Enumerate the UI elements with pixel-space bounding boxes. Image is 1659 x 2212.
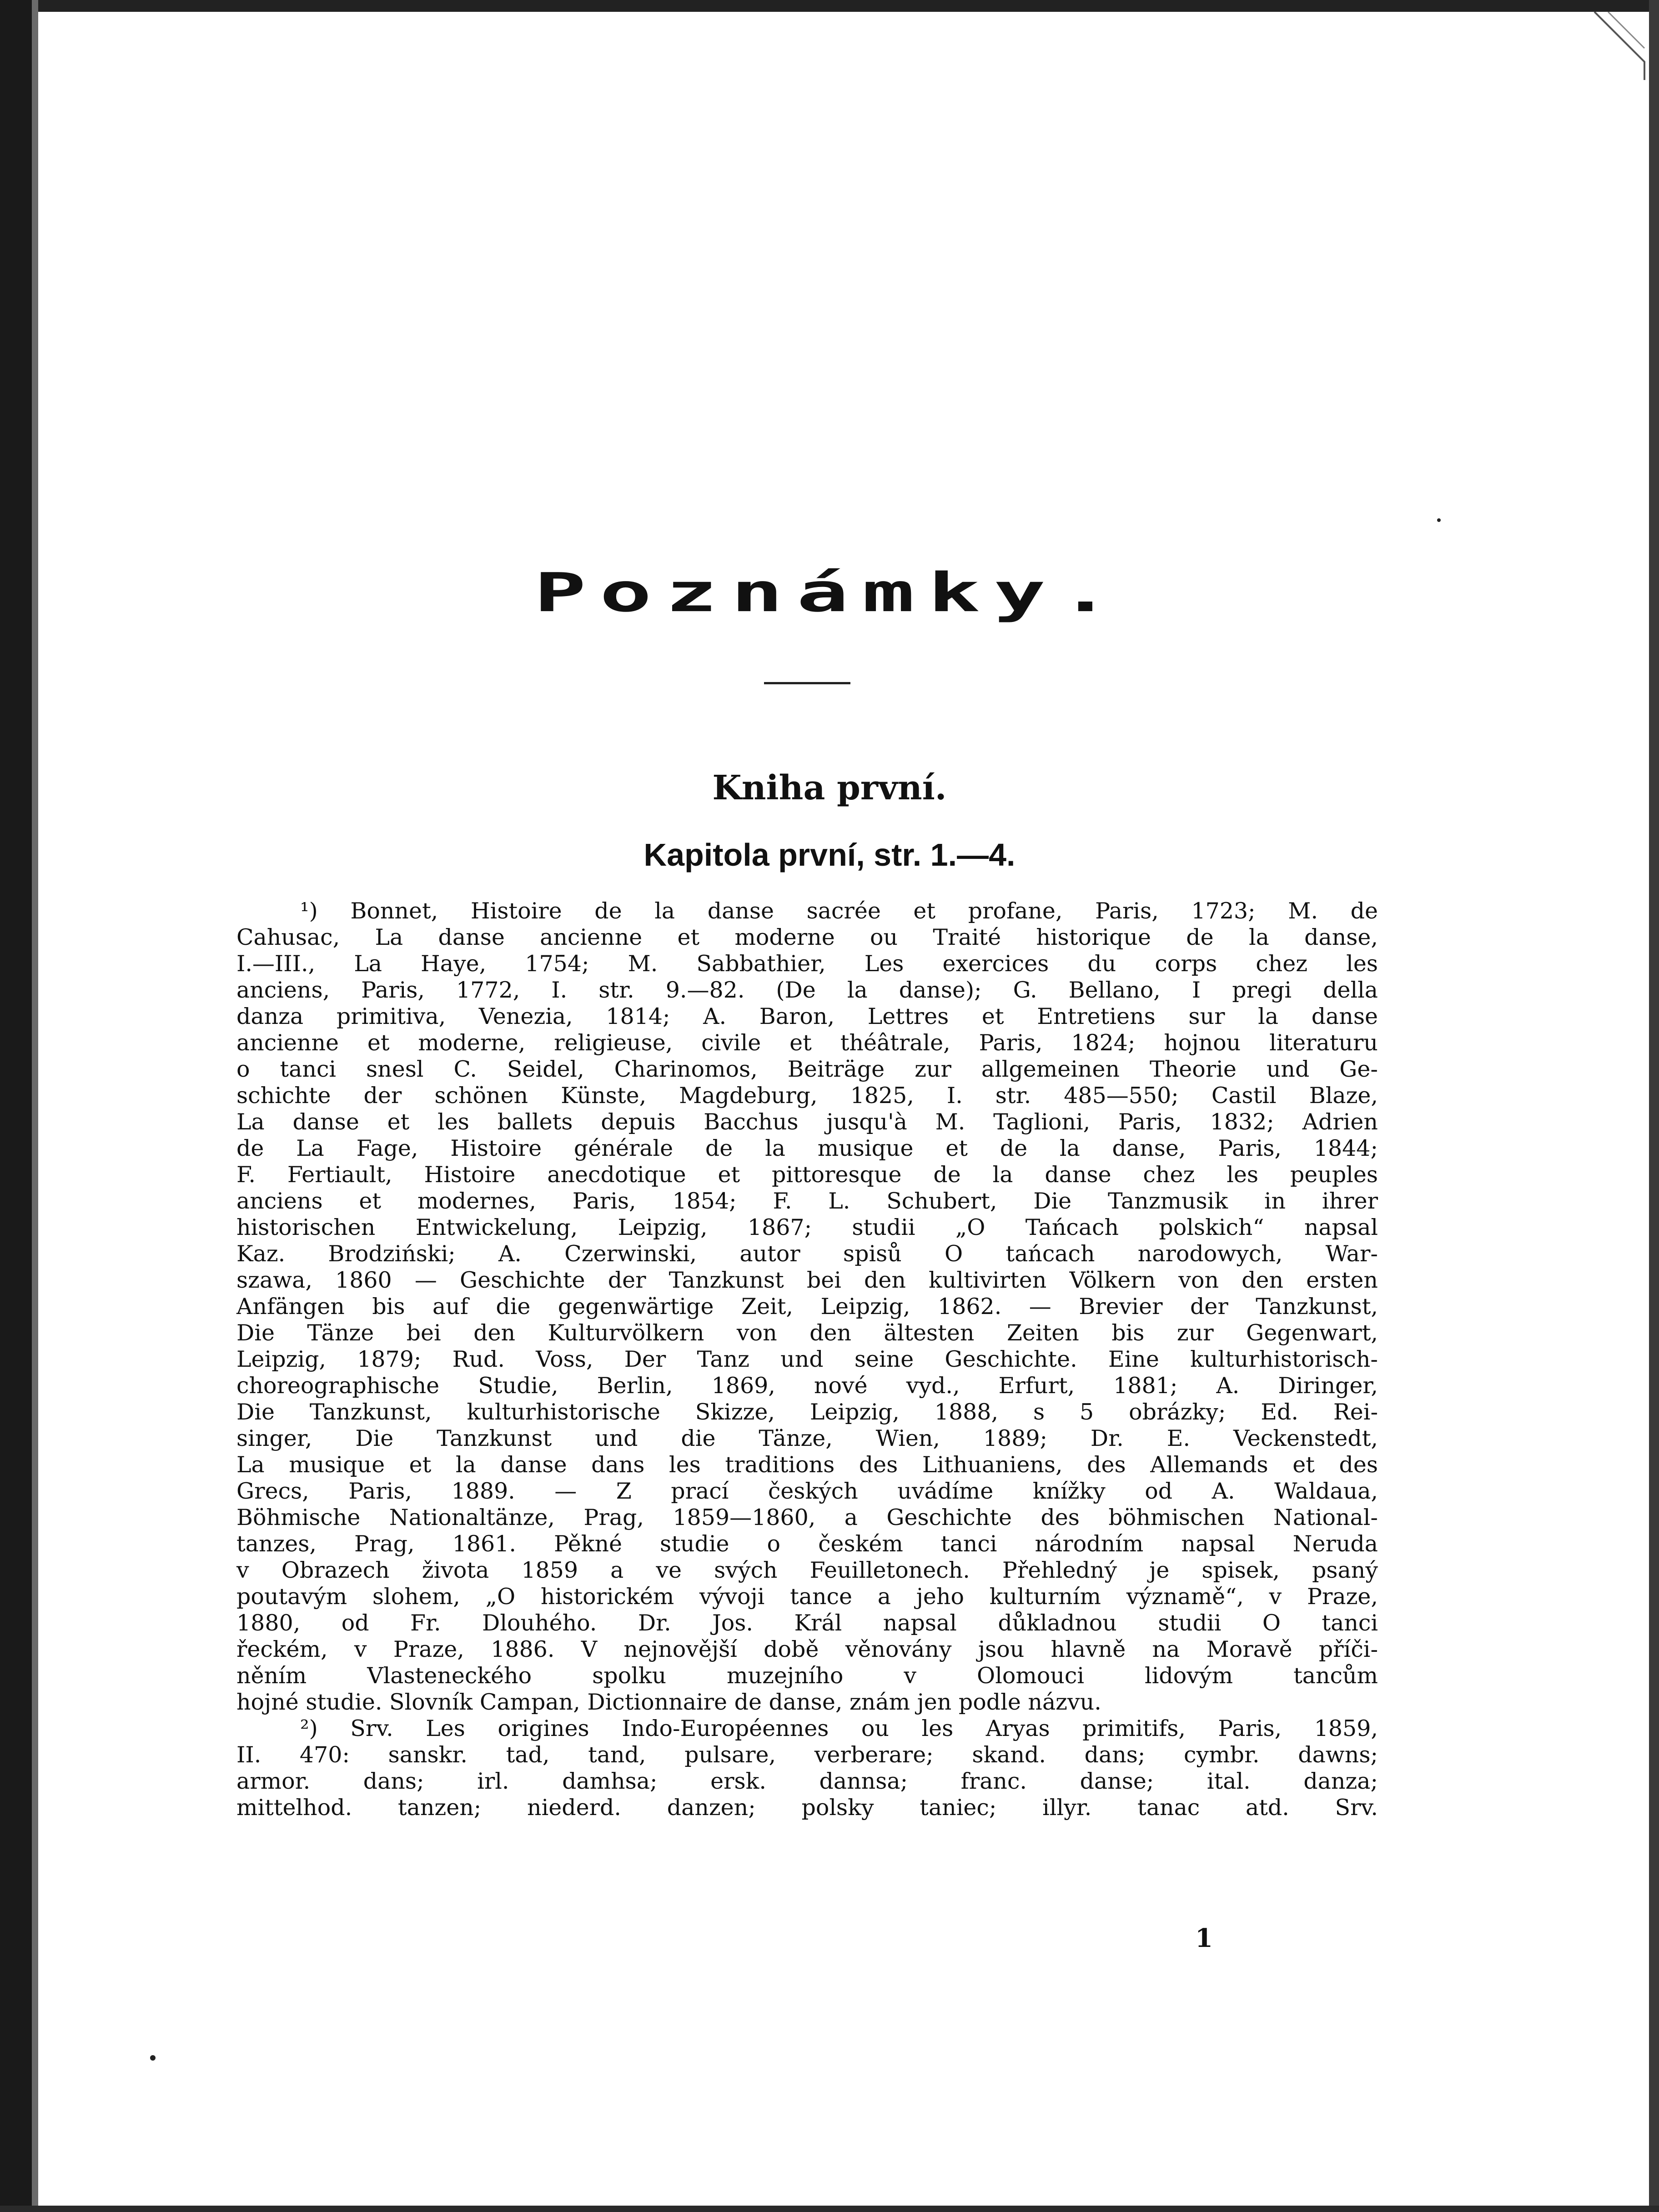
note-line: Die Tänze bei den Kulturvölkern von den ältesten Zeiten bis zur Gegenwart, <box>236 1320 1378 1346</box>
note-line: ancienne et moderne, religieuse, civile et théâtrale, Paris, 1824; hojnou literaturu <box>236 1030 1378 1056</box>
note-line: o tanci snesl C. Seidel, Charinomos, Beiträge zur allgemeinen Theorie und Ge- <box>236 1056 1378 1082</box>
page-title: Poznámky. <box>534 562 1125 624</box>
note-line: v Obrazech života 1859 a ve svých Feuilletonech. Přehledný je spisek, psaný <box>236 1557 1378 1583</box>
note-line: 1880, od Fr. Dlouhého. Dr. Jos. Král napsal důkladnou studii O tanci <box>236 1610 1378 1636</box>
note-line: Cahusac, La danse ancienne et moderne ou Traité historique de la danse, <box>236 924 1378 950</box>
note-line: schichte der schönen Künste, Magdeburg, 1825, I. str. 485—550; Castil Blaze, <box>236 1083 1378 1109</box>
page-corner-fold <box>1576 12 1649 80</box>
scan-top-edge <box>0 0 1659 12</box>
note-line: anciens et modernes, Paris, 1854; F. L. Schubert, Die Tanzmusik in ihrer <box>236 1188 1378 1214</box>
title-divider <box>764 682 850 684</box>
scan-speck <box>1437 518 1441 522</box>
note-line: ²) Srv. Les origines Indo-Européennes ou les Aryas primitifs, Paris, 1859, <box>300 1715 1378 1741</box>
note-line: II. 470: sanskr. tad, tand, pulsare, verberare; skand. dans; cymbr. dawns; <box>236 1742 1378 1768</box>
scan-right-edge <box>1649 0 1659 2212</box>
note-line: Leipzig, 1879; Rud. Voss, Der Tanz und seine Geschichte. Eine kulturhistorisch- <box>236 1346 1378 1372</box>
note-line: Anfängen bis auf die gegenwärtige Zeit, Leipzig, 1862. — Brevier der Tanzkunst, <box>236 1294 1378 1319</box>
note-line: řeckém, v Praze, 1886. V nejnovější době věnovány jsou hlavně na Moravě příči- <box>236 1636 1378 1662</box>
note-line: choreographische Studie, Berlin, 1869, nové vyd., Erfurt, 1881; A. Diringer, <box>236 1373 1378 1399</box>
footnotes-body <box>236 898 1378 1821</box>
book-heading: Kniha první. <box>712 768 947 808</box>
note-line: Die Tanzkunst, kulturhistorische Skizze, Leipzig, 1888, s 5 obrázky; Ed. Rei- <box>236 1399 1378 1425</box>
note-line: ¹) Bonnet, Histoire de la danse sacrée et profane, Paris, 1723; M. de <box>300 898 1378 924</box>
scan-speck <box>150 2055 156 2061</box>
chapter-heading: Kapitola první, str. 1.—4. <box>643 837 1016 873</box>
book-spine-shadow <box>0 0 32 2212</box>
note-line: tanzes, Prag, 1861. Pěkné studie o českém tanci národním napsal Neruda <box>236 1531 1378 1557</box>
note-line: I.—III., La Haye, 1754; M. Sabbathier, Les exercices du corps chez les <box>236 951 1378 977</box>
note-line: F. Fertiault, Histoire anecdotique et pittoresque de la danse chez les peuples <box>236 1162 1378 1188</box>
note-line: anciens, Paris, 1772, I. str. 9.—82. (De la danse); G. Bellano, I pregi della <box>236 977 1378 1003</box>
note-line: armor. dans; irl. damhsa; ersk. dannsa; franc. danse; ital. danza; <box>236 1768 1378 1794</box>
note-line: Grecs, Paris, 1889. — Z prací českých uvádíme knížky od A. Waldaua, <box>236 1478 1378 1504</box>
note-line: danza primitiva, Venezia, 1814; A. Baron, Lettres et Entretiens sur la danse <box>236 1003 1378 1029</box>
note-line: mittelhod. tanzen; niederd. danzen; polsky taniec; illyr. tanac atd. Srv. <box>236 1795 1378 1821</box>
note-line: La musique et la danse dans les traditions des Lithuaniens, des Allemands et des <box>236 1452 1378 1478</box>
note-line: szawa, 1860 — Geschichte der Tanzkunst bei den kultivirten Völkern von den ersten <box>236 1267 1378 1293</box>
page-number: 1 <box>1195 1923 1213 1953</box>
note-line: de La Fage, Histoire générale de la musique et de la danse, Paris, 1844; <box>236 1135 1378 1161</box>
note-line: Böhmische Nationaltänze, Prag, 1859—1860, a Geschichte des böhmischen National- <box>236 1505 1378 1530</box>
note-line: Kaz. Brodziński; A. Czerwinski, autor spisů O tańcach narodowych, War- <box>236 1241 1378 1267</box>
note-line: La danse et les ballets depuis Bacchus jusqu'à M. Taglioni, Paris, 1832; Adrien <box>236 1109 1378 1135</box>
note-line: něním Vlasteneckého spolku muzejního v Olomouci lidovým tancům <box>236 1663 1378 1689</box>
note-line: singer, Die Tanzkunst und die Tänze, Wien, 1889; Dr. E. Veckenstedt, <box>236 1425 1378 1451</box>
note-line: historischen Entwickelung, Leipzig, 1867; studii „O Tańcach polskich“ napsal <box>236 1214 1378 1240</box>
note-line: poutavým slohem, „O historickém vývoji tance a jeho kulturním významě“, v Praze, <box>236 1584 1378 1610</box>
note-line: hojné studie. Slovník Campan, Dictionnaire de danse, znám jen podle názvu. <box>236 1689 1101 1715</box>
scan-bottom-edge <box>0 2206 1659 2212</box>
book-spine-edge <box>32 0 38 2212</box>
